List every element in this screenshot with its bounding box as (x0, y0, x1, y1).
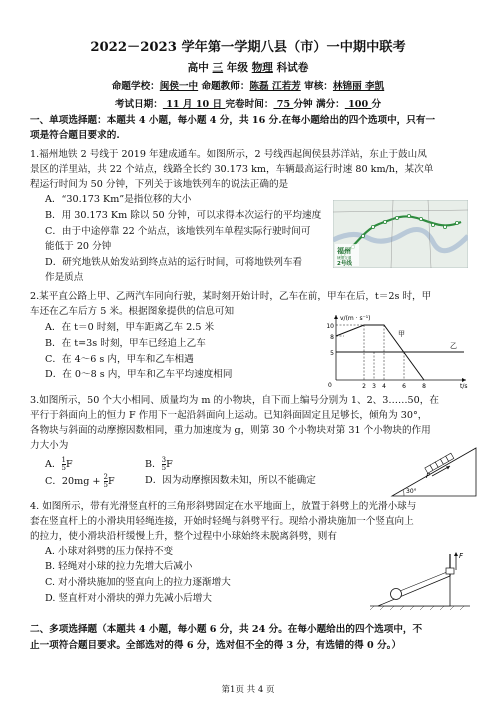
metro-map-figure (333, 200, 468, 268)
x-tick-4: 4 (382, 383, 386, 390)
map-label-transit: 轨道交通 (337, 256, 352, 260)
slider-block (446, 568, 454, 574)
reviewers-value: 林锦丽 李凯 (332, 81, 385, 92)
q4-option-c: C. 对小滑块施加的竖直向上的拉力逐渐增大 (45, 577, 231, 588)
q4-option-b: B. 轻绳对小球的拉力先增大后减小 (45, 561, 193, 572)
angle-label: 30° (406, 488, 417, 495)
q1-option-d1: D．研究地铁从始发站到终点站的运行时间，可将地铁列车看 (45, 257, 303, 268)
q1-stem-1: 1.福州地铁 2 号线于 2019 年建成通车。如图所示，2 号线西起闽侯县苏洋站，东止于鼓山凤 (30, 149, 427, 160)
section1-heading-2: 项是符合题目要求的. (30, 130, 120, 141)
q1-option-a: A．“30.173 Km”是指位移的大小 (45, 194, 192, 205)
y-tick-10: 10 (326, 323, 334, 330)
x-tick-6: 6 (402, 383, 406, 390)
exam-score: 100 (344, 99, 372, 110)
grade-value: 三 (212, 62, 224, 74)
ball (391, 589, 402, 600)
x-tick-3: 3 (372, 383, 376, 390)
incline-blocks-figure (388, 440, 480, 500)
section2-heading-1: 二、多项选择题（本题共 4 小题，每小题 6 分，共 24 分。在每小题给出的四个选项中，不 (30, 624, 423, 635)
t-axis-label: t/s (460, 383, 468, 390)
origin-label: 0 (328, 382, 332, 389)
fraction-two-fifths: $\frac{2}{5}$ (103, 473, 108, 489)
section2-heading-2: 止一项符合题目要求。全部选对的得 6 分，选对但不全的得 3 分，有选错的得 0 分。） (30, 640, 402, 651)
wedge-rod-figure (370, 550, 470, 610)
y-tick-8: 8 (330, 334, 334, 341)
section1-heading-1: 一、单项选择题：本题共 4 小题，每小题 4 分，共 16 分.在每小题给出的四个选项中，只有一 (30, 115, 436, 126)
q2-stem-2: 车还在乙车后方 5 米。根据图象提供的信息可知 (30, 306, 235, 317)
exam-title: 2022－2023 学年第一学期八县（市）一中期中联考 (90, 40, 406, 55)
q1-stem-3: 程运行时间为 50 分钟，下列关于该地铁列车的说法正确的是 (30, 179, 289, 190)
q4-option-d: D. 竖直杆对小滑块的弹力先减小后增大 (45, 593, 212, 604)
q3-option-d: D．因为动摩擦因数未知，所以不能确定 (145, 475, 316, 486)
force-label: F (426, 472, 431, 480)
q1-option-c1: C．由于中途停靠 22 个站点，该地铁列车单程实际行驶时间可 (45, 226, 311, 237)
series-yi-label: 乙 (450, 342, 457, 350)
q1-option-c2: 能低于 20 分钟 (45, 241, 112, 252)
q2-stem-1: 2.某平直公路上甲、乙两汽车同向行驶，某时刻开始计时，乙车在前，甲车在后，t＝2s 时，甲 (30, 291, 432, 302)
q3-stem-1: 3.如图所示，50 个大小相同、质量均为 m 的小物块，自下而上编号分别为 1、2、3……50，在 (30, 395, 439, 406)
q3-option-a: A． $\frac{1}{5}$ F (45, 456, 73, 472)
q2-option-b: B．在 t=3s 时刻，甲车已经追上乙车 (45, 338, 206, 349)
q4-stem-2: 套在竖直杆上的小滑块用轻绳连接，开始时轻绳与斜劈平行。现给小滑块施加一个竖直向上 (30, 516, 414, 527)
subject-value: 物理 (251, 62, 273, 74)
vt-graph (314, 310, 474, 390)
q3-stem-4: 力大小为 (30, 440, 69, 451)
exam-info: 考试日期： 11 月 10 日 完卷时间： 75 分钟 满分： 100 分 (114, 99, 382, 110)
q3-option-b: B． $\frac{3}{5}$ F (145, 456, 173, 472)
q3-stem-3: 各物块与斜面的动摩擦因数相同，重力加速度为 g，则第 30 个小物块对第 31 个小物块的作用 (30, 425, 431, 436)
q3-stem-2: 平行于斜面向上的恒力 F 作用下一起沿斜面向上运动。已知斜面固定且足够长，倾角为 30°， (30, 410, 428, 421)
q1-option-b: B．用 30.173 Km 除以 50 分钟，可以求得本次运行的平均速度 (45, 210, 322, 221)
q4-stem-1: 4. 如图所示，带有光滑竖直杆的三角形斜劈固定在水平地面上，放置于斜劈上的光滑小球与 (30, 501, 417, 512)
q2-option-d: D．在 0～8 s 内，甲车和乙车平均速度相同 (45, 369, 233, 380)
q4-option-a: A. 小球对斜劈的压力保持不变 (45, 546, 174, 557)
fraction-three-fifths: $\frac{3}{5}$ (161, 456, 167, 472)
school-value: 闽侯一中 (159, 81, 199, 92)
v-axis-label: v/(m · s⁻¹) (340, 315, 371, 322)
pull-force-label: F (459, 552, 464, 560)
q2-option-a: A．在 t＝0 时刻，甲车距离乙车 2.5 米 (45, 322, 215, 333)
exam-duration: 75 (273, 99, 294, 110)
fraction-one-fifth: $\frac{1}{5}$ (61, 456, 66, 472)
exam-authors: 命题学校：闽侯一中 命题教师：陈磊 江若芳 审核：林锦丽 李凯 (111, 81, 385, 92)
x-tick-8: 8 (422, 383, 426, 390)
teachers-value: 陈磊 江若芳 (249, 81, 301, 92)
y-tick-5: 5 (330, 350, 334, 357)
q1-option-d2: 作是质点 (45, 272, 84, 283)
x-tick-2: 2 (362, 383, 366, 390)
series-jia-label: 甲 (398, 330, 405, 338)
q2-option-c: C．在 4～6 s 内，甲车和乙车相遇 (45, 354, 194, 365)
wedge (378, 576, 450, 606)
exam-date: 11 月 10 日 (162, 99, 226, 110)
map-label-line2: 2号线 (337, 261, 352, 267)
q4-stem-3: 的拉力，使小滑块沿杆缓慢上升，整个过程中小球始终未脱离斜劈，则有 (30, 531, 337, 542)
q1-stem-2: 景区的洋里站，共 22 个站点，线路全长约 30.173 km，车辆最高运行时速 80 km/h，某次单 (30, 164, 434, 175)
map-label-fuzhou: 福州 (337, 247, 351, 255)
page-number: 第1页 共 4 页 (221, 685, 275, 695)
q3-option-c: C．20mg + $\frac{2}{5}$ F (45, 473, 115, 489)
exam-subtitle: 高中 三 年级 物理 科试卷 (187, 62, 309, 74)
